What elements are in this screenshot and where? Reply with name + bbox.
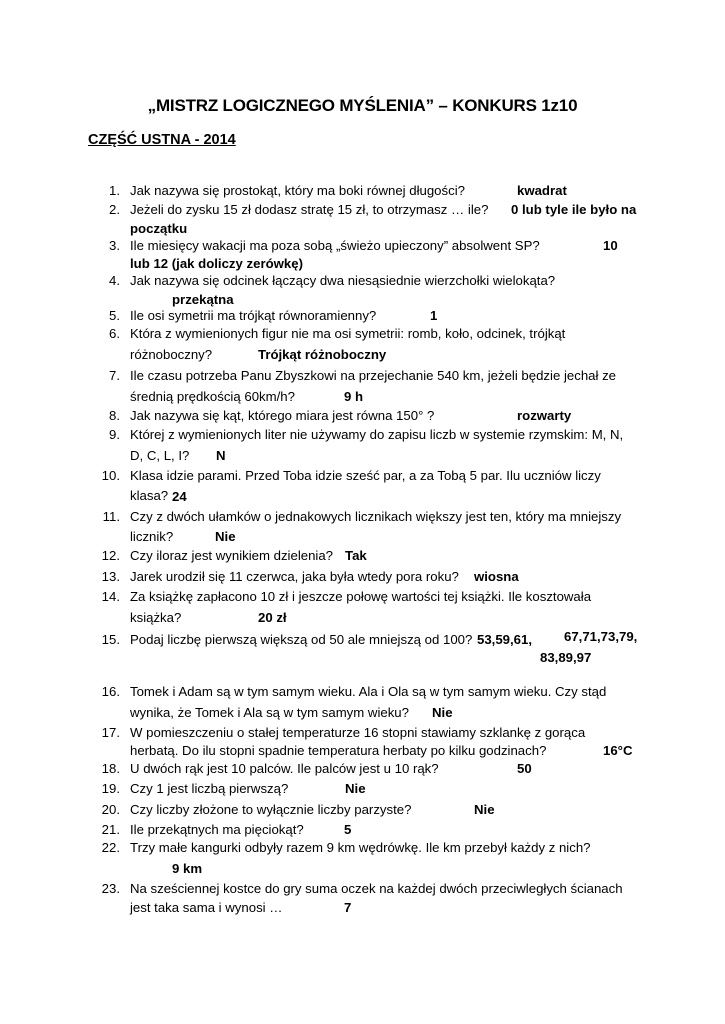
question-number: 7. [109,368,120,383]
question-text: Której z wymienionych liter nie używamy do zapisu liczb w systemie rzymskim: M, N, [130,427,624,442]
question-text-continued: D, C, L, I? [130,448,190,463]
answer: wiosna [474,569,519,584]
question-number: 13. [101,569,120,584]
question-number: 4. [109,273,120,288]
question-text: Czy z dwóch ułamków o jednakowych licznikach większy jest ten, który ma mniejszy [130,509,622,524]
question-number: 12. [101,548,120,563]
answer-continued: początku [130,221,188,236]
question-number: 10. [101,468,120,483]
question-number: 2. [109,202,120,217]
question-text: Jak nazywa się odcinek łączący dwa niesąsiednie wierzchołki wielokąta? [130,273,556,288]
question-text: Jarek urodził się 11 czerwca, jaka była wtedy pora roku? [130,569,459,584]
question-text: Jak nazywa się prostokąt, który ma boki równej długości? [130,183,465,198]
question-number: 21. [101,822,120,837]
question-text: Za książkę zapłacono 10 zł i jeszcze połowę wartości tej książki. Ile kosztowała [130,589,592,604]
question-number: 6. [109,326,120,341]
answer: Nie [345,781,366,796]
answer: przekątna [172,292,234,307]
answer: 0 lub tyle ile było na [511,202,637,217]
question-number: 11. [102,509,120,524]
question-text: Ile miesięcy wakacji ma poza sobą „świeżo upieczony” absolwent SP? [130,238,540,253]
question-number: 16. [101,684,120,699]
question-number: 5. [109,308,120,323]
question-number: 19. [101,781,120,796]
answer: rozwarty [517,408,572,423]
question-text-continued: średnią prędkością 60km/h? [130,389,295,404]
question-text: Ile osi symetrii ma trójkąt równoramienny? [130,308,377,323]
question-text-continued: książka? [130,610,182,625]
answer-continued: 83,89,97 [540,650,592,665]
answer: Nie [215,529,236,544]
answer: kwadrat [517,183,567,198]
question-text: Jeżeli do zysku 15 zł dodasz stratę 15 zł, to otrzymasz … ile? [130,202,489,217]
question-number: 3. [109,238,120,253]
answer: Tak [345,548,367,563]
question-number: 17. [101,725,120,740]
answer: 1 [430,308,438,323]
answer: 5 [344,822,352,837]
answer: 16°C [603,743,633,758]
question-text: Podaj liczbę pierwszą większą od 50 ale mniejszą od 100? [130,632,473,647]
answer: 20 zł [258,610,287,625]
question-number: 22. [101,840,120,855]
question-text-continued: różnoboczny? [130,347,213,362]
question-number: 18. [101,761,120,776]
question-text: Czy iloraz jest wynikiem dzielenia? [130,548,334,563]
answer: Nie [474,802,495,817]
question-text: Klasa idzie parami. Przed Toba idzie sześć par, a za Tobą 5 par. Ilu uczniów liczy klasa? [130,468,601,503]
question-number: 1. [109,183,120,198]
answer: 9 km [172,861,203,876]
question-text: Czy liczby złożone to wyłącznie liczby parzyste? [130,802,412,817]
answer: 7 [344,900,352,915]
question-text: Ile przekątnych ma pięciokąt? [130,822,304,837]
answer: Nie [432,705,453,720]
answer: 53,59,61, [477,632,532,647]
question-number: 20. [101,802,120,817]
question-text: Ile czasu potrzeba Panu Zbyszkowi na przejechanie 540 km, jeżeli będzie jechał ze [130,368,617,383]
question-text-continued: herbatą. Do ilu stopni spadnie temperatura herbaty po kilku godzinach? [130,743,547,758]
page-subtitle: CZĘŚĆ USTNA - 2014 [88,132,236,148]
question-text: Jak nazywa się kąt, którego miara jest równa 150° ? [130,408,435,423]
answer-continued: 67,71,73,79, [564,629,638,644]
answer: N [216,448,226,463]
answer: 24 [172,489,187,504]
question-text: Tomek i Adam są w tym samym wieku. Ala i Ola są w tym samym wieku. Czy stąd [130,684,607,699]
answer-continued: lub 12 (jak doliczy zerówkę) [130,256,303,271]
answer: 50 [517,761,532,776]
question-number: 14. [101,589,120,604]
question-text: U dwóch rąk jest 10 palców. Ile palców jest u 10 rąk? [130,761,439,776]
question-text: Czy 1 jest liczbą pierwszą? [130,781,289,796]
question-number: 8. [109,408,120,423]
question-number: 15. [101,632,120,647]
question-number: 23. [101,881,120,896]
question-number: 9. [109,427,120,442]
answer: 10 [603,238,618,253]
question-text-continued: jest taka sama i wynosi … [130,900,283,915]
question-text: Trzy małe kangurki odbyły razem 9 km wędrówkę. Ile km przebył każdy z nich? [130,840,591,855]
question-text: Na sześciennej kostce do gry suma oczek na każdej dwóch przeciwległych ścianach [130,881,623,896]
answer: Trójkąt różnoboczny [258,347,387,362]
page-title: „MISTRZ LOGICZNEGO MYŚLENIA” – KONKURS 1z10 [147,96,578,115]
question-text: Która z wymienionych figur nie ma osi symetrii: romb, koło, odcinek, trójkąt [130,326,566,341]
question-text-continued: licznik? [130,529,174,544]
question-text: W pomieszczeniu o stałej temperaturze 16 stopni stawiamy szklankę z gorąca [130,725,586,740]
question-text-continued: wynika, że Tomek i Ala są w tym samym wieku? [130,705,409,720]
answer: 9 h [344,389,364,404]
